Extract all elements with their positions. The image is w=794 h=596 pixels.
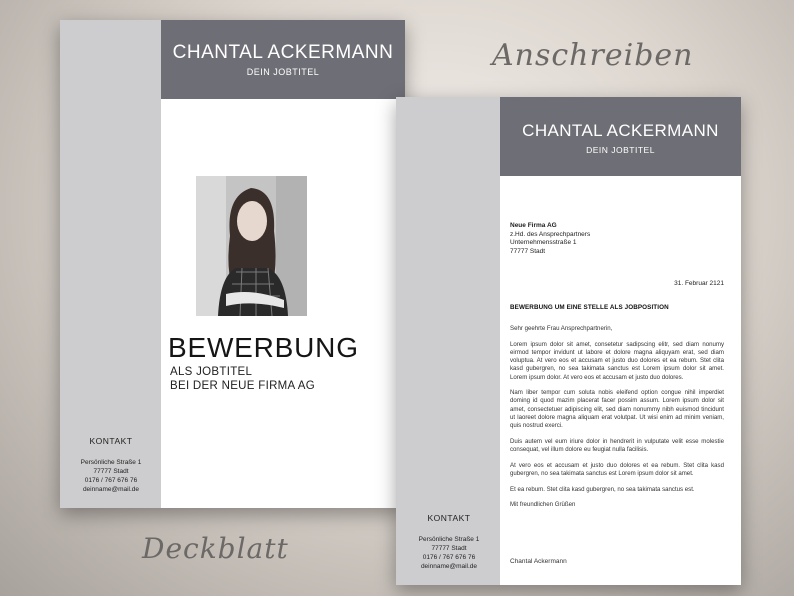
contact-phone: 0176 / 767 676 76 — [422, 554, 476, 561]
letter-header — [500, 97, 741, 176]
contact-city: 77777 Stadt — [93, 468, 129, 475]
salutation: Sehr geehrte Frau Ansprechpartnerin, — [510, 325, 613, 332]
letter-date: 31. Februar 2121 — [674, 280, 724, 287]
paragraph: Nam liber tempor cum soluta nobis eleifend option congue nihil imperdiet doming id quod mazim placerat facer possim assum. Lorem ipsum dolor sit amet, consectetuer adipiscing elit, sed diam nonummy nibh euismod tincidunt ut laoreet dolore magna aliquam erat volutpat. Ut wisi enim ad minim veniam, quis nostrud exerci. — [510, 389, 724, 430]
cover-heading: BEWERBUNG — [168, 332, 359, 363]
cover-subtitle-2: BEI DER NEUE FIRMA AG — [170, 380, 315, 392]
paragraph: Lorem ipsum dolor sit amet, consetetur sadipscing elitr, sed diam nonumy eirmod tempor invidunt ut labore et dolore magna aliquyam erat, sed diam voluptua. At vero eos et accusam et justo duo dolores et ea rebum. Stet clita kasd gubergren, no sea takimata sanctus est Lorem ipsum dolor sit amet. Lorem ipsum dolor. At vero eos et accusam et justo duo dolores. — [510, 340, 724, 381]
cover-header — [161, 20, 405, 99]
recipient-city: 77777 Stadt — [510, 247, 546, 255]
letter-sidebar — [396, 97, 500, 585]
contact-phone: 0176 / 767 676 76 — [84, 477, 138, 484]
paragraph: At vero eos et accusam et justo duo dolores et ea rebum. Stet clita kasd gubergren, no sea takimata sanctus est Lorem ipsum dolor sit amet. — [510, 461, 724, 477]
contact-email: deinname@mail.de — [420, 563, 478, 570]
anschreiben-label: Anschreiben — [492, 38, 694, 73]
portrait-photo — [196, 176, 307, 316]
letter-body — [510, 325, 724, 517]
contact-heading: KONTAKT — [427, 513, 471, 523]
cover-contact — [66, 436, 156, 494]
contact-city: 77777 Stadt — [431, 545, 467, 552]
letter-job-title: DEIN JOBTITEL — [586, 145, 655, 155]
cover-name: CHANTAL ACKERMANN — [172, 42, 394, 63]
cover-page — [60, 20, 405, 508]
cover-sidebar — [60, 20, 161, 508]
paragraph: Et ea rebum. Stet clita kasd gubergren, no sea takimata sanctus est. — [510, 485, 695, 493]
letter-contact — [404, 513, 494, 571]
recipient-company: Neue Firma AG — [510, 222, 557, 229]
recipient-address — [510, 222, 590, 256]
letter-name: CHANTAL ACKERMANN — [522, 121, 719, 140]
deckblatt-label: Deckblatt — [142, 532, 289, 565]
contact-street: Persönliche Straße 1 — [418, 536, 480, 543]
closing: Mit freundlichen Grüßen — [510, 501, 576, 509]
contact-email: deinname@mail.de — [82, 486, 140, 493]
signature-name: Chantal Ackermann — [510, 558, 567, 565]
letter-subject: BEWERBUNG UM EINE STELLE ALS JOBPOSITION — [510, 304, 669, 311]
cover-job-title: DEIN JOBTITEL — [246, 67, 320, 77]
paragraph: Duis autem vel eum iriure dolor in hendrerit in vulputate velit esse molestie consequat, vel illum dolore eu feugiat nulla facilisis. — [510, 437, 724, 453]
letter-page — [396, 97, 741, 585]
recipient-attn: z.Hd. des Ansprechpartners — [510, 230, 591, 238]
cover-subtitle-1: ALS JOBTITEL — [170, 366, 253, 378]
recipient-street: Unternehmensstraße 1 — [510, 239, 577, 246]
contact-heading: KONTAKT — [89, 436, 133, 446]
contact-street: Persönliche Straße 1 — [80, 459, 142, 466]
